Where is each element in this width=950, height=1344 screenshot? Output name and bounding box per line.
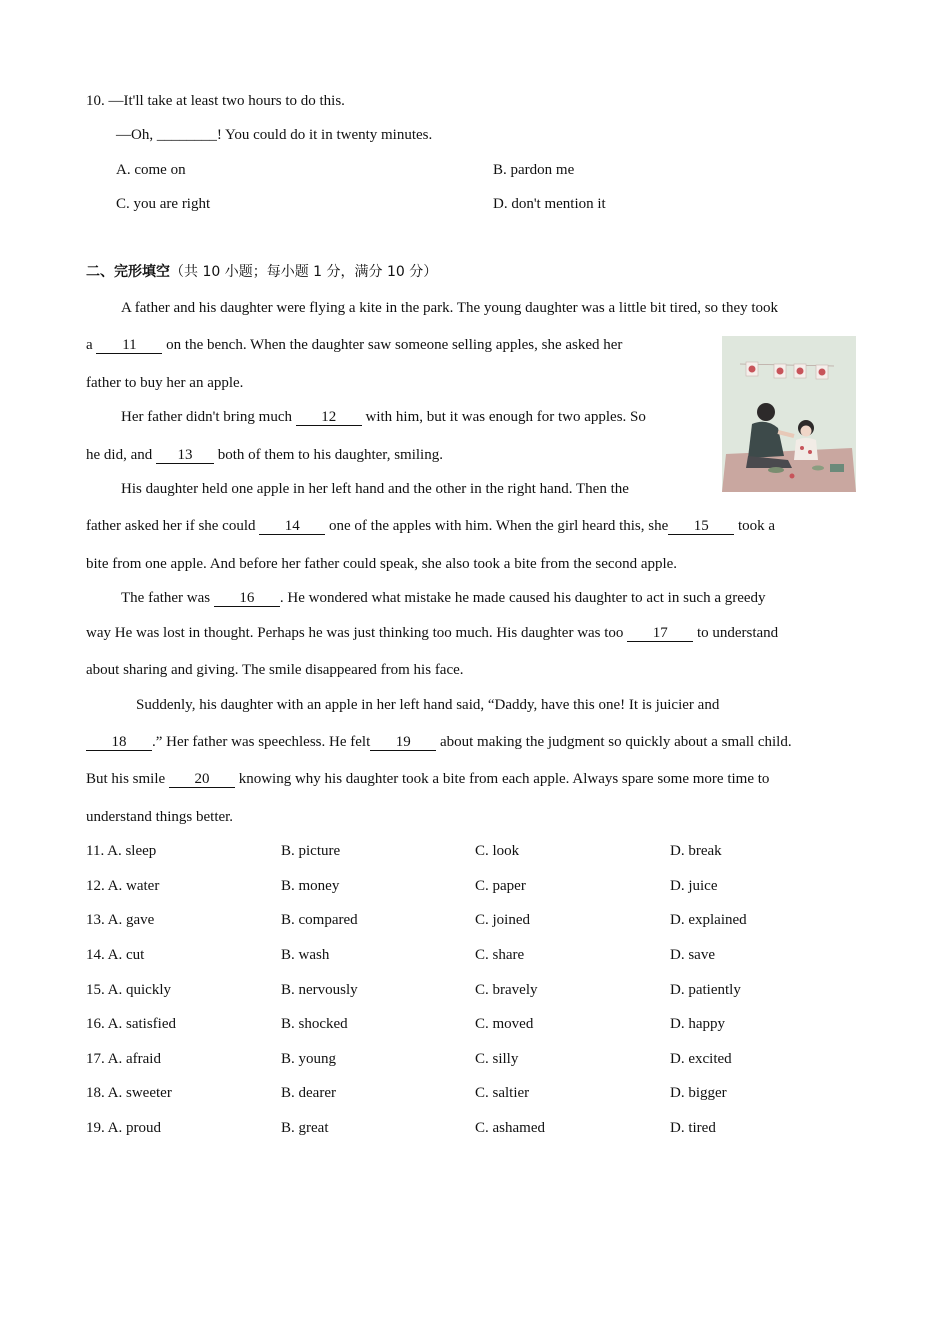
choice-row bbox=[86, 1083, 866, 1103]
choice-a: 12. A. water bbox=[86, 878, 160, 894]
choice-b: B. dearer bbox=[281, 1085, 336, 1101]
choice-d: D. juice bbox=[670, 878, 718, 894]
choice-row bbox=[86, 910, 866, 930]
choice-d: D. patiently bbox=[670, 982, 741, 998]
choice-b: B. wash bbox=[281, 947, 330, 963]
choice-c: C. paper bbox=[475, 878, 526, 894]
blank-14: 14 bbox=[259, 519, 325, 535]
blank-15: 15 bbox=[668, 519, 734, 535]
passage-line: about sharing and giving. The smile disappeared from his face. bbox=[86, 662, 464, 678]
choice-d: D. explained bbox=[670, 912, 747, 928]
choice-a: 15. A. quickly bbox=[86, 982, 171, 998]
choice-b: B. nervously bbox=[281, 982, 358, 998]
passage-line: But his smile 20 knowing why his daughter took a bite from each apple. Always spare some more time to bbox=[86, 771, 770, 787]
choice-c: C. moved bbox=[475, 1016, 534, 1032]
choice-b: B. compared bbox=[281, 912, 358, 928]
choice-row bbox=[86, 980, 866, 1000]
passage-line: understand things better. bbox=[86, 809, 234, 825]
passage-line: 18 .” Her father was speechless. He felt 19 about making the judgment so quickly about a small child. bbox=[86, 732, 792, 752]
q10-option-a: A. come on bbox=[116, 162, 186, 178]
illustration-father-daughter bbox=[722, 336, 856, 492]
passage-line: Her father didn't bring much 12 with him, but it was enough for two apples. So bbox=[121, 409, 646, 425]
choice-b: B. money bbox=[281, 878, 340, 894]
choice-c: C. joined bbox=[475, 912, 530, 928]
passage-line: His daughter held one apple in her left hand and the other in the right hand. Then the bbox=[121, 481, 629, 497]
section-heading: 二、完形填空（共 10 小题；每小题 1 分，满分 10 分） bbox=[86, 264, 438, 280]
choice-d: D. happy bbox=[670, 1016, 725, 1032]
passage-line: father to buy her an apple. bbox=[86, 375, 244, 391]
q10-option-c: C. you are right bbox=[116, 196, 211, 212]
blank-11: 11 bbox=[96, 338, 162, 354]
illustration-drawing bbox=[722, 336, 856, 492]
choice-c: C. share bbox=[475, 947, 525, 963]
q10-blank: ________ bbox=[156, 127, 217, 143]
q10-line2: —Oh, ________! You could do it in twenty minutes. bbox=[116, 127, 433, 143]
q10-option-d: D. don't mention it bbox=[493, 196, 606, 212]
passage-line: A father and his daughter were flying a kite in the park. The young daughter was a little bit tired, so they took bbox=[121, 300, 779, 316]
choice-row bbox=[86, 1049, 866, 1069]
choice-c: C. silly bbox=[475, 1051, 519, 1067]
choice-d: D. save bbox=[670, 947, 715, 963]
choice-d: D. excited bbox=[670, 1051, 732, 1067]
passage-line: he did, and 13 both of them to his daughter, smiling. bbox=[86, 447, 443, 463]
blank-16: 16 bbox=[214, 591, 280, 607]
blank-13: 13 bbox=[156, 448, 214, 464]
blank-19: 19 bbox=[370, 735, 436, 751]
q10-option-b: B. pardon me bbox=[493, 162, 575, 178]
choice-b: B. great bbox=[281, 1120, 329, 1136]
choice-row bbox=[86, 1014, 866, 1034]
choice-b: B. young bbox=[281, 1051, 337, 1067]
choice-row bbox=[86, 876, 866, 896]
choice-a: 19. A. proud bbox=[86, 1120, 161, 1136]
choice-c: C. bravely bbox=[475, 982, 538, 998]
blank-18: 18 bbox=[86, 735, 152, 751]
choice-a: 14. A. cut bbox=[86, 947, 145, 963]
choice-c: C. ashamed bbox=[475, 1120, 545, 1136]
choice-row bbox=[86, 1118, 866, 1138]
blank-20: 20 bbox=[169, 772, 235, 788]
choice-a: 18. A. sweeter bbox=[86, 1085, 172, 1101]
blank-17: 17 bbox=[627, 626, 693, 642]
choice-d: D. break bbox=[670, 843, 722, 859]
choice-a: 11. A. sleep bbox=[86, 843, 157, 859]
choice-row bbox=[86, 841, 866, 861]
passage-line: Suddenly, his daughter with an apple in her left hand said, “Daddy, have this one! It is juicier and bbox=[136, 697, 720, 713]
choice-c: C. saltier bbox=[475, 1085, 530, 1101]
choice-b: B. shocked bbox=[281, 1016, 348, 1032]
choice-c: C. look bbox=[475, 843, 520, 859]
passage-line: way He was lost in thought. Perhaps he was just thinking too much. His daughter was too 17 to understand bbox=[86, 625, 779, 641]
q10-stem: 10. —It'll take at least two hours to do this. bbox=[86, 93, 345, 109]
choice-a: 17. A. afraid bbox=[86, 1051, 161, 1067]
passage-line: bite from one apple. And before her father could speak, she also took a bite from the second apple. bbox=[86, 556, 678, 572]
choice-d: D. tired bbox=[670, 1120, 716, 1136]
passage-line: The father was 16 . He wondered what mistake he made caused his daughter to act in such a greedy bbox=[121, 590, 766, 606]
passage-line: a 11 on the bench. When the daughter saw someone selling apples, she asked her bbox=[86, 337, 623, 353]
choice-a: 13. A. gave bbox=[86, 912, 155, 928]
choice-row bbox=[86, 945, 866, 965]
choice-a: 16. A. satisfied bbox=[86, 1016, 176, 1032]
choice-b: B. picture bbox=[281, 843, 341, 859]
choice-d: D. bigger bbox=[670, 1085, 727, 1101]
passage-line: father asked her if she could 14 one of the apples with him. When the girl heard this, she 15 took a bbox=[86, 518, 776, 534]
blank-12: 12 bbox=[296, 410, 362, 426]
